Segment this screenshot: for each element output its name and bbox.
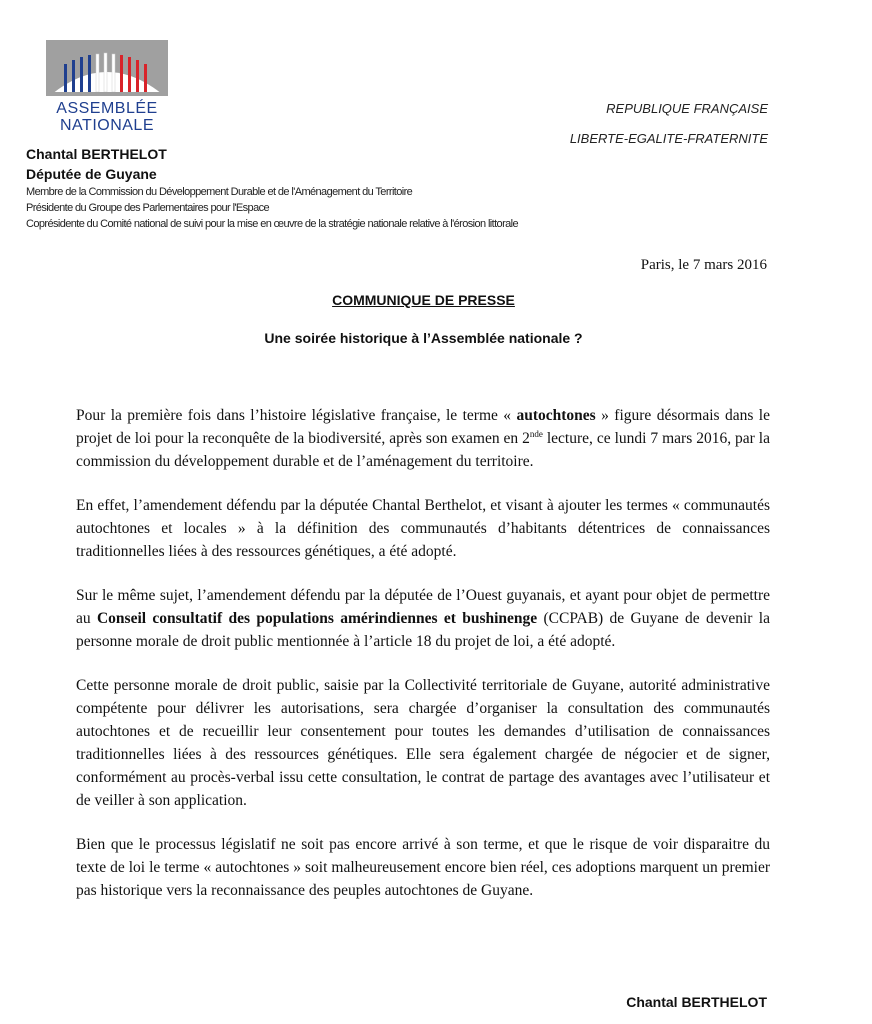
- p1-text-a: Pour la première fois dans l’histoire législative française, le terme «: [76, 407, 517, 424]
- p1-superscript: nde: [529, 428, 543, 439]
- assemblee-nationale-logo: [46, 40, 168, 134]
- document-date: Paris, le 7 mars 2016: [640, 257, 767, 273]
- paragraph-5: Bien que le processus législatif ne soit pas encore arrivé à son terme, et que le risque de voir disparaitre du texte de loi le terme « autochtones » soit malheureusement encore bien réel, ces adoptions marquent un premier pas historique vers la reconnaissance des peuples autochtones de Guyane.: [76, 836, 770, 899]
- republic-name: REPUBLIQUE FRANÇAISE: [606, 101, 768, 116]
- p1-text-b: » figure désormais dans le projet de loi pour la reconquête de la biodiversité, après son examen en 2: [76, 407, 770, 447]
- p3-text-a: Sur le même sujet, l’amendement défendu par la députée de l’Ouest guyanais, et ayant pour objet de permettre au: [76, 587, 770, 627]
- logo-line-1: ASSEMBLÉE: [56, 100, 158, 117]
- author-name: Chantal BERTHELOT: [26, 146, 167, 162]
- signature: Chantal BERTHELOT: [626, 994, 767, 1010]
- author-function-3: Coprésidente du Comité national de suivi pour la mise en œuvre de la stratégie nationale relative à l'érosion littorale: [26, 218, 519, 230]
- author-block: [26, 144, 518, 232]
- p3-bold-term: Conseil consultatif des populations amérindiennes et bushinenge: [96, 610, 538, 627]
- author-function-2: Présidente du Groupe des Parlementaires pour l'Espace: [26, 202, 270, 214]
- document-body: [76, 404, 770, 923]
- republic-header: [570, 94, 768, 154]
- paragraph-3: [76, 584, 770, 653]
- paragraph-2: En effet, l’amendement défendu par la députée Chantal Berthelot, et visant à ajouter les termes « communautés autochtones et locales » à la définition des communautés d’habitants détentrices de connaissances traditionnelles liées à des ressources génétiques, a été adopté.: [76, 497, 770, 560]
- hemicycle-icon: [46, 40, 168, 96]
- logo-line-2: NATIONALE: [60, 117, 154, 134]
- p1-bold-term: autochtones: [516, 407, 596, 424]
- document-subtitle: Une soirée historique à l’Assemblée nationale ?: [264, 330, 583, 346]
- republic-motto: LIBERTE-EGALITE-FRATERNITE: [569, 131, 768, 146]
- paragraph-4: Cette personne morale de droit public, saisie par la Collectivité territoriale de Guyane, autorité administrative compétente pour délivrer les autorisations, sera chargée d’organiser la consultation des communautés autochtones et de recueillir leur consentement pour toutes les demandes d’utilisation de connaissances traditionnelles liées à des ressources génétiques. Elle sera également chargée de négocier et de signer, conformément au procès-verbal issu cette consultation, le contrat de partage des avantages avec l’utilisateur et de veiller à son application.: [76, 677, 770, 809]
- paragraph-1: [76, 404, 770, 473]
- p3-text-b: (CCPAB) de Guyane de devenir la personne morale de droit public mentionnée à l’article 18 du projet de loi, a été adopté.: [76, 610, 770, 650]
- author-function-1: Membre de la Commission du Développement Durable et de l'Aménagement du Territoire: [26, 186, 413, 198]
- p1-text-c: lecture, ce lundi 7 mars 2016, par la commission du développement durable et de l’aménagement du territoire.: [76, 430, 770, 470]
- document-title: COMMUNIQUE DE PRESSE: [332, 292, 515, 308]
- author-role: Députée de Guyane: [26, 166, 157, 182]
